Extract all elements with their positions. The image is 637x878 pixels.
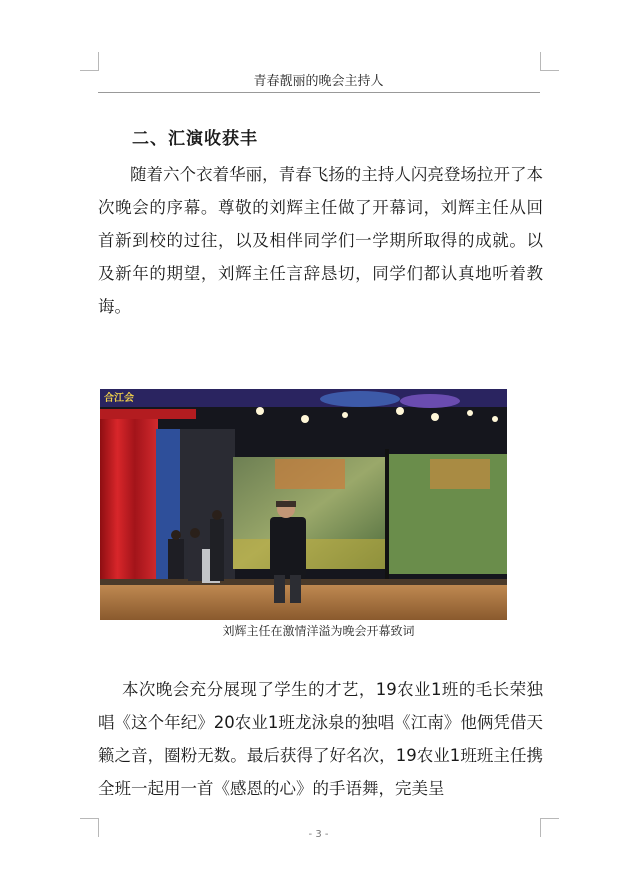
page-corner-mark-top-left bbox=[80, 52, 99, 71]
page-header-title: 青春靓丽的晚会主持人 bbox=[253, 74, 384, 89]
stage-banner-text: 合江会 bbox=[104, 393, 134, 404]
body-paragraph-2: 本次晚会充分展现了学生的才艺，19农业1班的毛长荣独唱《这个年纪》20农业1班龙泳泉的独唱《江南》他俩凭借天籁之音，圈粉无数。最后获得了好名次，19农业1班班主任携全班一起用一首《感恩的心》的手语舞，完美呈 bbox=[98, 680, 543, 798]
photo-caption: 刘辉主任在激情洋溢为晚会开幕致词 bbox=[222, 624, 415, 638]
stage-photo bbox=[100, 389, 507, 620]
page-number: - 3 - bbox=[308, 829, 329, 840]
body-paragraph-1: 随着六个衣着华丽，青春飞扬的主持人闪亮登场拉开了本次晚会的序幕。尊敬的刘辉主任做了开幕词，刘辉主任从回首新到校的过往，以及相伴同学们一学期所取得的成就。以及新年的期望，刘辉主任言辞恳切，同学们都认真地听着教诲。 bbox=[98, 165, 543, 316]
section-heading: 二、汇演收获丰 bbox=[132, 129, 258, 149]
header-divider bbox=[98, 92, 540, 93]
page-corner-mark-top-right bbox=[540, 52, 559, 71]
